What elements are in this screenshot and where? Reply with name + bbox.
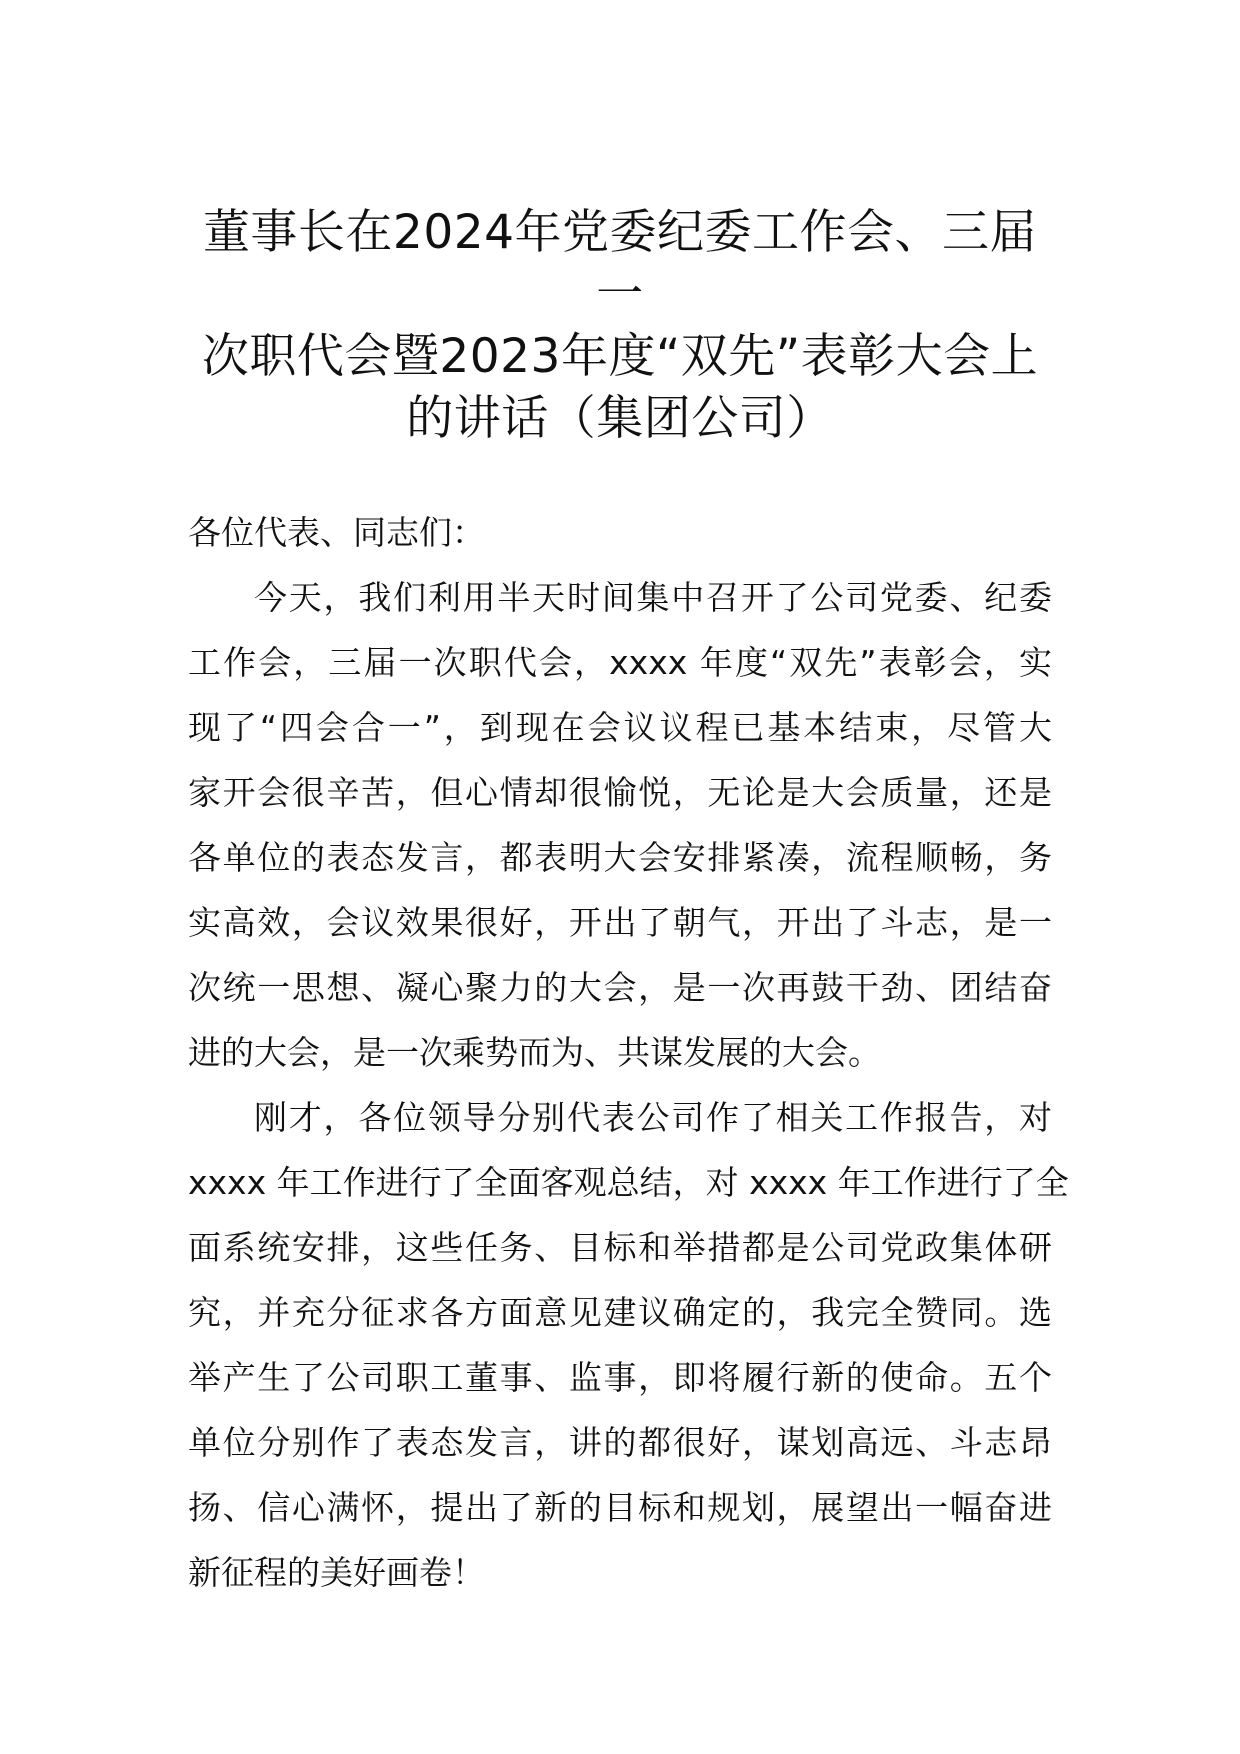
paragraph-line: 举产生了公司职工董事、监事，即将履行新的使命。五个 <box>188 1358 1052 1397</box>
title-line: 的讲话（集团公司） <box>406 391 834 446</box>
salutation: 各位代表、同志们： <box>188 513 485 552</box>
paragraph-line: 扬、信心满怀，提出了新的目标和规划，展望出一幅奋进 <box>188 1488 1052 1527</box>
paragraph-line: xxxx 年工作进行了全面客观总结，对 xxxx 年工作进行了全 <box>188 1163 1069 1202</box>
paragraph-line: 次统一思想、凝心聚力的大会，是一次再鼓干劲、团结奋 <box>188 968 1052 1007</box>
paragraph-line: 家开会很辛苦，但心情却很愉悦，无论是大会质量，还是 <box>188 773 1052 812</box>
document-body <box>188 500 1069 1605</box>
paragraph-line: 实高效，会议效果很好，开出了朝气，开出了斗志，是一 <box>188 903 1052 942</box>
paragraph-line: 面系统安排，这些任务、目标和举措都是公司党政集体研 <box>188 1228 1052 1267</box>
title-line: 次职代会暨2023年度“双先”表彰大会上 <box>201 329 1039 384</box>
paragraph-line: 进的大会，是一次乘势而为、共谋发展的大会。 <box>188 1033 881 1072</box>
paragraph-line: 各单位的表态发言，都表明大会安排紧凑，流程顺畅，务 <box>188 838 1052 877</box>
paragraph-line: 新征程的美好画卷！ <box>188 1553 485 1592</box>
title-line: 董事长在2024年党委纪委工作会、三届一 <box>202 205 1038 322</box>
paragraph-line: 单位分别作了表态发言，讲的都很好，谋划高远、斗志昂 <box>188 1423 1052 1462</box>
paragraph-1 <box>188 565 1052 1085</box>
paragraph-2 <box>188 1085 1069 1605</box>
paragraph-line: 今天，我们利用半天时间集中召开了公司党委、纪委 <box>254 578 1052 617</box>
paragraph-line: 工作会，三届一次职代会，xxxx 年度“双先”表彰会，实 <box>188 643 1052 682</box>
paragraph-line: 现了“四会合一”，到现在会议议程已基本结束，尽管大 <box>188 708 1052 747</box>
paragraph-line: 刚才，各位领导分别代表公司作了相关工作报告，对 <box>254 1098 1052 1137</box>
paragraph-line: 究，并充分征求各方面意见建议确定的，我完全赞同。选 <box>188 1293 1052 1332</box>
document-title <box>188 202 1052 450</box>
